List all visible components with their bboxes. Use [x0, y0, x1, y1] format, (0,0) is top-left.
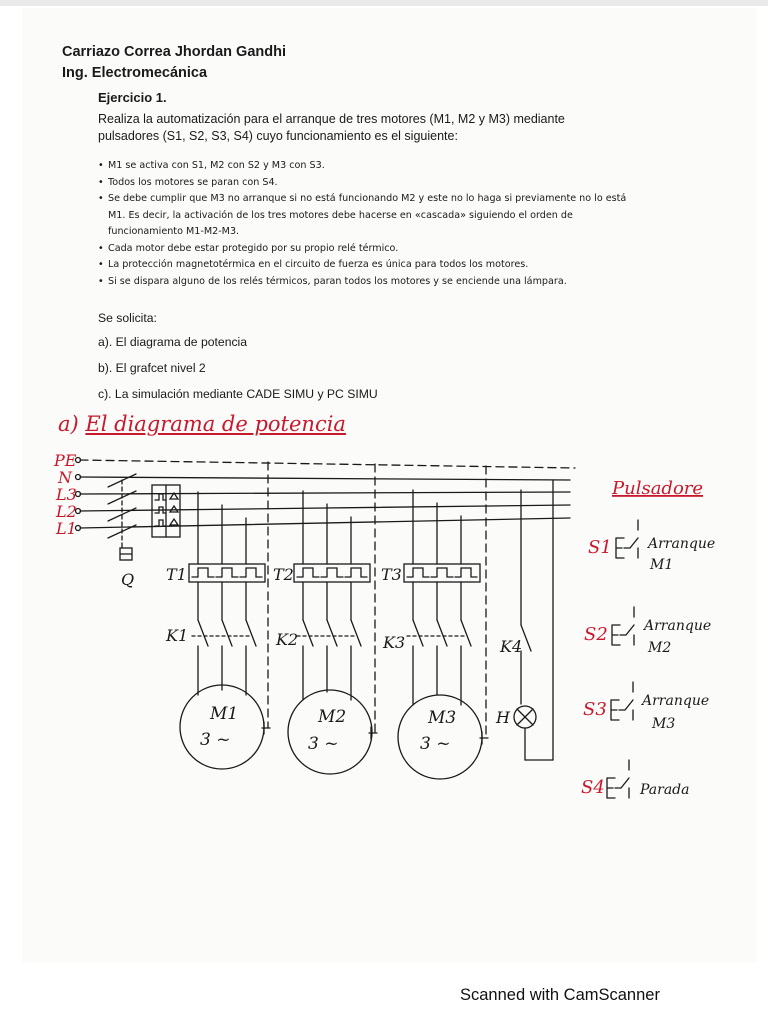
thermal-label-t1: T1 — [166, 565, 187, 584]
requirement-item: • Si se dispara alguno de los relés térmicos, paran todos los motores y se enciende una lámpara. — [98, 274, 643, 291]
requirement-item: • Se debe cumplir que M3 no arranque si no está funcionando M2 y este no lo haga si previamente no lo está M1. Es decir, la activación de los tres motores debe hacerse en «cascada» siguiendo el orden de funcionamiento M1-M2-M3. — [98, 191, 643, 241]
request-item-c: c). La simulación mediante CADE SIMU y PC SIMU — [98, 387, 378, 401]
scan-top-edge — [0, 0, 768, 6]
contactor-k2-contacts — [303, 620, 361, 646]
line-label-l1: L1 — [56, 519, 77, 538]
motor-rating-m2: 3 ~ — [308, 734, 339, 754]
contactor-label-k1: K1 — [166, 626, 189, 645]
contactor-k3-contacts — [413, 620, 471, 646]
requirements-list — [98, 158, 643, 290]
section-title-text: El diagrama de potencia — [85, 412, 346, 436]
requirement-item: • Todos los motores se paran con S4. — [98, 175, 643, 192]
line-label-l3: L3 — [56, 485, 77, 504]
pe-line — [80, 460, 575, 468]
requirement-item: • Cada motor debe estar protegido por su propio relé térmico. — [98, 241, 643, 258]
l2-line — [80, 505, 570, 511]
section-prefix: a) — [58, 412, 79, 436]
requirement-item: • La protección magnetotérmica en el circuito de fuerza es única para todos los motores. — [98, 257, 643, 274]
motor-m1-symbol — [180, 685, 264, 769]
pushbutton-action-s3: Arranque — [642, 693, 710, 709]
career-name: Ing. Electromecánica — [62, 65, 208, 81]
pushbutton-id-s4: S4 — [581, 777, 605, 798]
pushbutton-action-s1: Arranque — [648, 536, 716, 552]
line-label-l2: L2 — [56, 502, 77, 521]
exercise-title: Ejercicio 1. — [98, 90, 167, 105]
contactor-label-k3: K3 — [383, 633, 406, 652]
power-diagram — [0, 440, 768, 820]
thermal-label-t2: T2 — [273, 565, 294, 584]
pushbuttons-title: Pulsadore — [612, 478, 704, 499]
requirement-item: • M1 se activa con S1, M2 con S2 y M3 con S3. — [98, 158, 643, 175]
contactor-k1-contacts — [198, 620, 256, 646]
pushbutton-s1-symbol — [616, 520, 638, 558]
n-line — [80, 477, 570, 480]
thermal-relay-t1 — [189, 564, 265, 582]
request-item-a: a). El diagrama de potencia — [98, 335, 248, 349]
thermal-relay-t2 — [294, 564, 370, 582]
pushbutton-id-s2: S2 — [584, 624, 608, 645]
motor-name-m3: M3 — [428, 708, 457, 728]
l1-line — [80, 518, 570, 528]
pushbutton-action-s4: Parada — [640, 782, 690, 798]
contactor-label-k2: K2 — [276, 630, 299, 649]
pushbutton-target-s2: M2 — [648, 640, 672, 656]
magnetic-trip-symbols — [170, 493, 178, 525]
exercise-statement: Realiza la automatización para el arranque de tres motores (M1, M2 y M3) mediante pulsadores (S1, S2, S3, S4) cuyo funcionamiento es el siguiente: — [98, 112, 565, 143]
contactor-label-k4: K4 — [500, 637, 523, 656]
motor-rating-m3: 3 ~ — [420, 734, 451, 754]
student-name: Carriazo Correa Jhordan Gandhi — [62, 44, 286, 60]
thermal-label-t3: T3 — [381, 565, 402, 584]
motor-name-m1: M1 — [210, 704, 239, 724]
l3-line — [80, 492, 570, 494]
pushbutton-s4-symbol — [607, 760, 629, 798]
section-title-a — [58, 412, 346, 436]
breaker-label: Q — [121, 570, 135, 589]
line-label-pe: PE — [54, 451, 77, 470]
motor-rating-m1: 3 ~ — [200, 730, 231, 750]
thermal-relay-t3 — [404, 564, 480, 582]
pushbutton-action-s2: Arranque — [644, 618, 712, 634]
pushbutton-id-s3: S3 — [583, 699, 607, 720]
request-label: Se solicita: — [98, 311, 157, 325]
scanner-watermark: Scanned with CamScanner — [460, 986, 660, 1004]
motor-name-m2: M2 — [318, 707, 347, 727]
line-label-n: N — [58, 468, 72, 487]
motor-m2-symbol — [288, 690, 372, 774]
pushbutton-s3-symbol — [611, 682, 633, 720]
lamp-label: H — [496, 708, 510, 727]
contactor-k4-contact — [521, 625, 531, 651]
pushbutton-target-s1: M1 — [650, 557, 674, 573]
pushbutton-id-s1: S1 — [588, 537, 612, 558]
pushbutton-target-s3: M3 — [652, 716, 676, 732]
request-item-b: b). El grafcet nivel 2 — [98, 361, 206, 375]
pushbutton-s2-symbol — [612, 607, 634, 645]
